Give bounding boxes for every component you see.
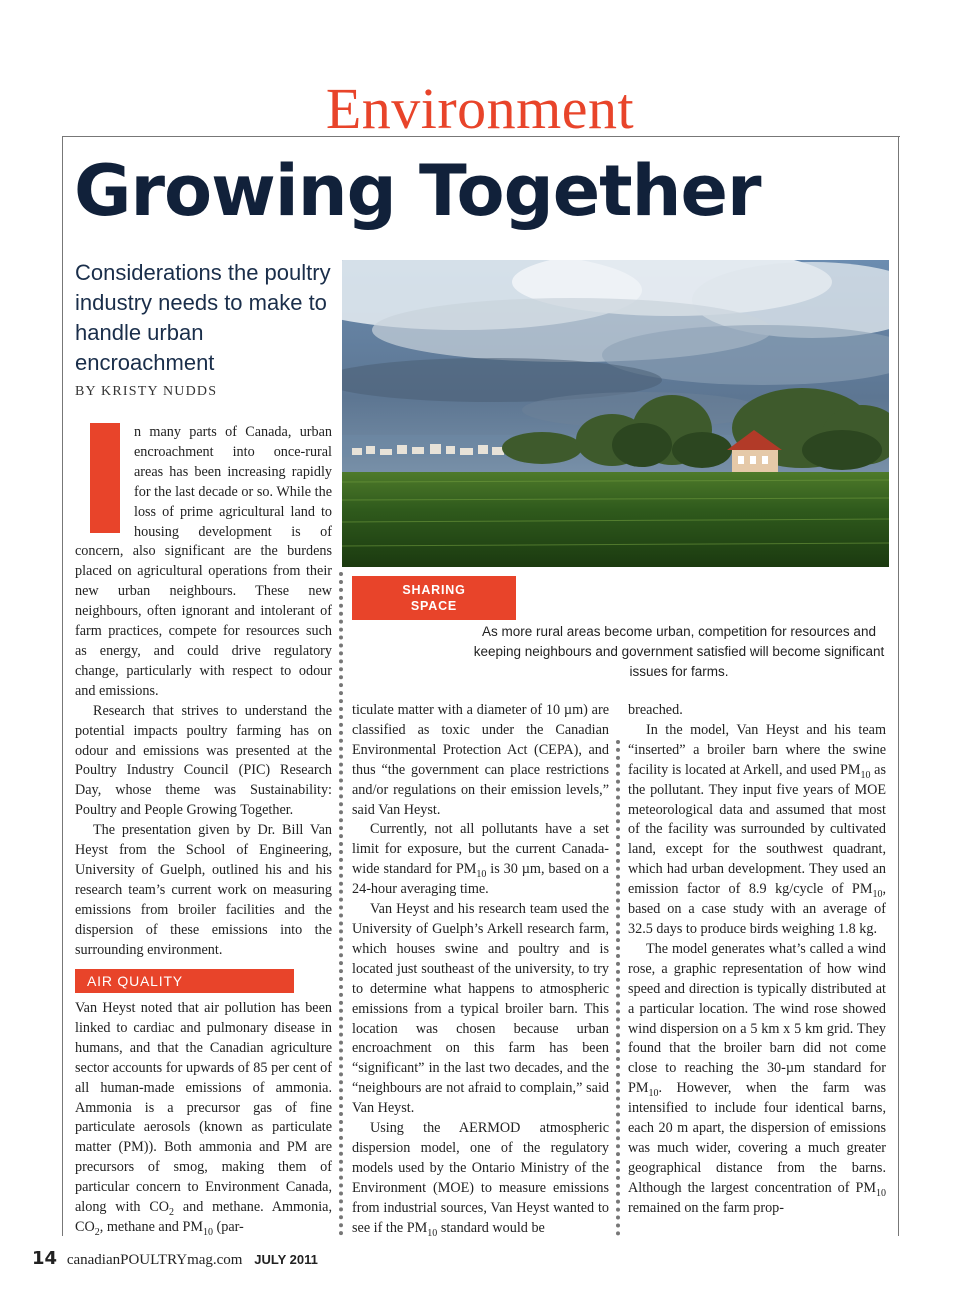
section-title: Environment <box>325 76 635 141</box>
paragraph: ticulate matter with a diameter of 10 µm) are classified as toxic under the Canadian Environmental Protection Act (CEPA), and thus “the government can place restrictions and/or regulations on their emission levels,” said Van Heyst. <box>352 702 609 818</box>
left-border-line <box>62 136 63 1236</box>
column-divider-1 <box>339 572 343 1236</box>
column-1-intro <box>75 423 332 960</box>
column-1-continued <box>75 999 332 1238</box>
farm-photo <box>342 260 889 567</box>
paragraph: Currently, not all pollutants have a set limit for exposure, but the current Canada-wide standard for $PM_{10}$ is 30 µm, based on a 24-hour averaging time. <box>352 821 609 898</box>
right-border-line <box>898 136 899 1236</box>
issue-date: JULY 2011 <box>254 1252 318 1267</box>
paragraph: breached. <box>628 702 683 718</box>
drop-cap <box>90 423 120 533</box>
paragraph-2: Research that strives to understand the potential impacts poultry farming has on odour and emissions was presented at the Poultry Industry Council (PIC) Research Day, whose theme was Sustainability: Poultry and People Growing Together. <box>75 702 332 819</box>
column-3 <box>628 701 886 1219</box>
column-2 <box>352 701 609 1238</box>
paragraph-1: n many parts of Canada, urban encroachment into once-rural areas has been increasing rapidly for the last decade or so. While the loss of prime agricultural land to housing development is of concern, also significant are the burdens placed on agricultural operations from their new urban neighbours. These new neighbours, often ignorant and intolerant of farm practices, compete for resources such as energy, and could drive regulatory change, particularly with respect to odour and emissions. <box>75 424 332 699</box>
paragraph-air-quality: Van Heyst noted that air pollution has been linked to cardiac and pulmonary disease in humans, and that the Canadian agriculture sector accounts for upwards of 85 per cent of all human-made emissions of ammonia. Ammonia is a precursor gas of fine particulate aerosols (known as particulate matter (PM)). Both ammonia and PM are precursors of smog, making them of particular concern to Environment Canada, along with $CO_2$ and methane. Ammonia, $CO_2$, methane and $PM_{10}$ (par- <box>75 1000 332 1238</box>
photo-label-line-1: SHARING <box>402 583 466 597</box>
header-rule <box>62 136 900 137</box>
photo-label-box <box>352 576 516 620</box>
photo-caption: As more rural areas become urban, competition for resources and keeping neighbours and government satisfied will become significant issues for farms. <box>473 624 885 679</box>
column-divider-2 <box>616 740 620 1236</box>
photo-label-line-2: SPACE <box>410 599 458 613</box>
article-headline: Growing Together <box>74 150 761 232</box>
paragraph: Using the AERMOD atmospheric dispersion model, one of the regulatory models used by the Ontario Ministry of the Environment (MOE) to measure emissions from industrial sources, Van Heyst wanted to see if the $PM_{10}$ standard would be <box>352 1120 609 1239</box>
subhead-air-quality: AIR QUALITY <box>75 969 294 993</box>
byline: BY KRISTY NUDDS <box>75 384 218 399</box>
paragraph-3: The presentation given by Dr. Bill Van Heyst from the School of Engineering, University of Guelph, outlined his and his research team’s current work on measuring emissions from broiler facilities and the dispersion of these emissions into the surrounding environment. <box>75 822 332 958</box>
paragraph: The model generates what’s called a wind rose, a graphic representation of how wind speed and direction is typically distributed at a particular location. The wind rose showed wind dispersion on a 5 km x 5 km grid. They found that the broiler barn did not come close to reaching the 30-µm standard for $PM_{10}$. However, when the farm was intensified to include four identical barns, each 20 m apart, the dispersion of emissions was much wider, covering a much greater geographical distance from the barns. Although the largest concentration of $PM_{10}$ remained on the farm prop- <box>628 940 886 1216</box>
paragraph: In the model, Van Heyst and his team “inserted” a broiler barn where the swine facility is located at Arkell, and used $PM_{10}$ as the pollutant. They input five years of MOE meteorological data and assumed that most of the facility was surrounded by cultivated land, except for the southwest quadrant, which had urban development. They used an emission factor of 8.9 kg/cycle of $PM_{10}$, based on a case study with an average of 32.5 days to produce birds weighing 1.8 kg. <box>628 721 886 937</box>
paragraph: Van Heyst and his research team used the University of Guelph’s Arkell research farm, which houses swine and poultry and is located just southeast of the university, to try to determine what happens to atmospheric emissions from a typical broiler barn. This location was chosen because urban encroachment on this farm has been “significant” in the last two decades, and the “neighbours are not afraid to complain,” said Van Heyst. <box>352 901 609 1117</box>
page-footer <box>32 1248 318 1269</box>
page-number: 14 <box>32 1248 58 1269</box>
article-deck: Considerations the poultry industry needs to make to handle urban encroachment <box>75 260 331 375</box>
website-url: canadianPOULTRYmag.com <box>66 1252 243 1268</box>
